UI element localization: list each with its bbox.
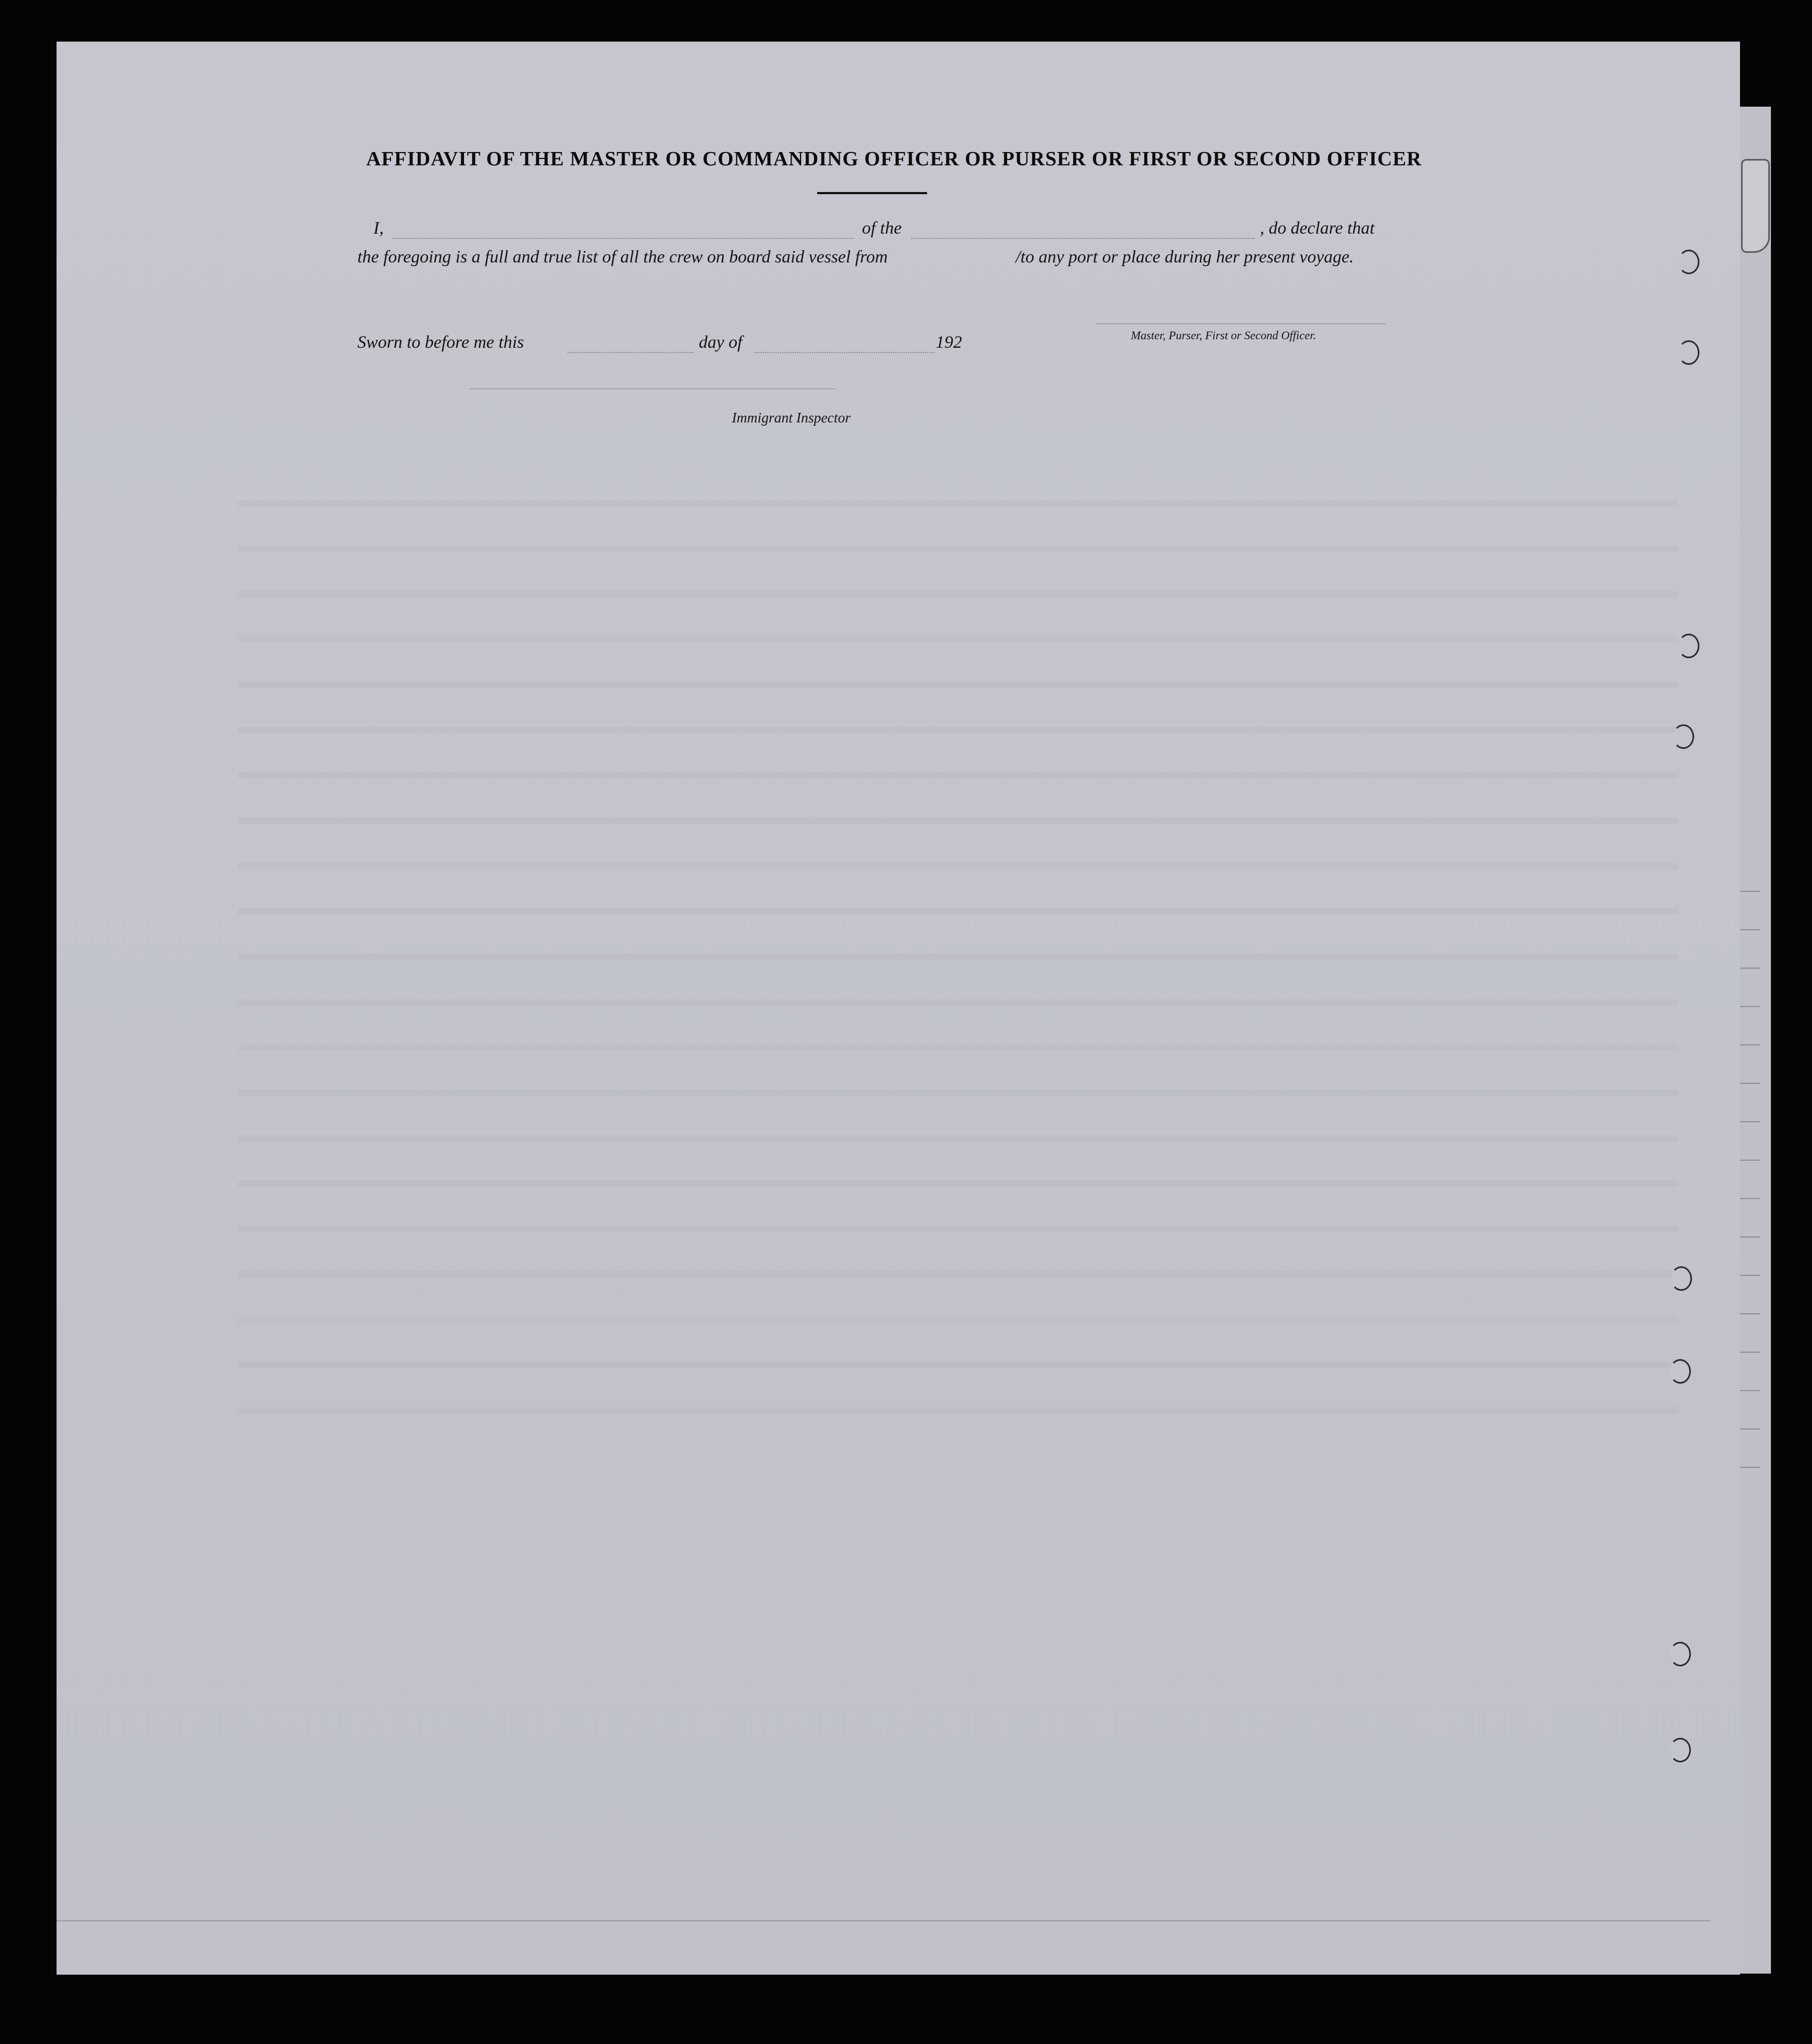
line1-declare: , do declare that [1260,219,1375,238]
punch-hole-icon [1678,250,1699,274]
punch-hole-icon [1670,1359,1691,1384]
sworn-text: Sworn to before me this [357,333,524,352]
punch-hole-icon [1678,340,1699,365]
manifest-page [57,42,1740,1975]
bleed-through-text [238,479,1678,1439]
bottom-edge-rule [57,1920,1710,1921]
inspector-signature-line [469,388,835,389]
inspector-label: Immigrant Inspector [732,410,851,426]
year-prefix: 192 [936,333,962,352]
line2-voyage: /to any port or place during her present voyage. [1016,247,1354,267]
punch-hole-icon [1673,724,1694,749]
signature-label: Master, Purser, First or Second Officer. [1131,329,1316,342]
binder-tab [1741,159,1770,253]
punch-hole-icon [1671,1266,1692,1291]
line1-of-the: of the [862,219,902,238]
day-of: day of [699,333,743,352]
title-underline [817,192,927,194]
line2-statement: the foregoing is a full and true list of all the crew on board said vessel from [357,247,888,267]
punch-hole-icon [1678,634,1699,658]
day-blank [568,352,693,353]
page-content [78,68,1710,1957]
vessel-blank [911,238,1255,239]
punch-hole-icon [1670,1738,1691,1762]
name-blank [393,238,853,239]
signature-line [1096,323,1386,324]
punch-hole-icon [1670,1642,1691,1666]
line1-i: I, [373,219,384,238]
month-blank [754,352,935,353]
affidavit-title: AFFIDAVIT OF THE MASTER OR COMMANDING OFFICER OR PURSER OR FIRST OR SECOND OFFICER [366,148,1422,170]
